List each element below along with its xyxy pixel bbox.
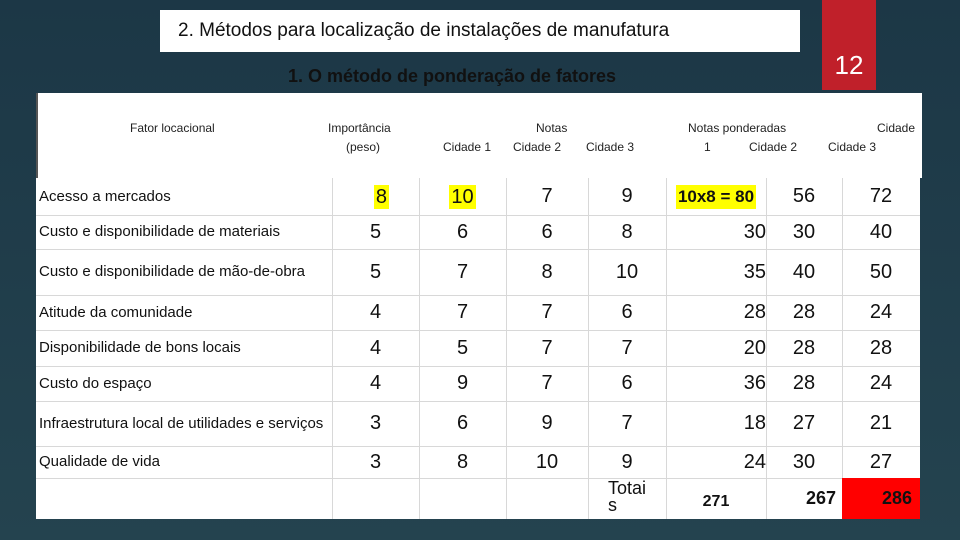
weighted-city3: 27 — [869, 450, 893, 473]
weighted-city2: 56 — [792, 185, 816, 207]
header-factor: Fator locacional — [130, 121, 215, 135]
weighted-city2: 40 — [792, 260, 816, 283]
weight-cell: 4 — [370, 336, 382, 359]
score-city2: 8 — [541, 260, 553, 283]
totals-row — [36, 478, 920, 519]
weighted-city1: 24 — [743, 450, 766, 473]
factor-label: Disponibilidade de bons locais — [39, 339, 241, 356]
weight-cell: 5 — [370, 260, 382, 283]
factor-label: Atitude da comunidade — [39, 303, 193, 321]
score-city2: 7 — [541, 301, 553, 323]
total-city2: 267 — [805, 488, 836, 508]
weighted-city3: 21 — [869, 412, 893, 434]
header-weighted-1: Notas ponderadas — [688, 121, 787, 135]
score-city3: 9 — [621, 450, 633, 473]
weighted-city2: 27 — [792, 412, 816, 434]
weighted-city2: 30 — [792, 450, 816, 473]
weighted-city1: 18 — [743, 412, 766, 434]
score-city2: 7 — [541, 185, 553, 207]
table-header — [36, 93, 922, 178]
score-city2: 9 — [541, 412, 553, 434]
score-city1: 5 — [456, 336, 469, 359]
weighted-city3: 50 — [869, 260, 893, 283]
header-weighted-2b: Cidade 2 — [749, 140, 798, 154]
factor-label: Custo e disponibilidade de materiais — [39, 223, 280, 240]
header-importance-2: (peso) — [346, 140, 381, 154]
weighted-city2: 30 — [792, 220, 816, 243]
score-city2: 7 — [541, 372, 553, 394]
weighted-city3: 40 — [869, 220, 893, 243]
header-city3: Cidade 3 — [586, 140, 635, 154]
score-city3: 6 — [621, 372, 633, 394]
factor-rating-table — [36, 93, 920, 519]
score-city3: 8 — [621, 220, 633, 243]
weighted-city1: 28 — [743, 301, 766, 323]
weighted-city1: 36 — [743, 372, 766, 394]
score-city3: 9 — [621, 185, 633, 207]
table-row — [36, 366, 920, 401]
weight-cell: 5 — [370, 220, 382, 243]
factor-label: Infraestrutura local de utilidades e serviços — [39, 414, 324, 432]
header-notes-2: Cidade 2 — [513, 140, 562, 154]
header-notes-1: Notas — [536, 121, 568, 135]
score-city3: 7 — [621, 336, 633, 359]
weighted-city3: 72 — [869, 185, 893, 207]
score-city3: 6 — [621, 301, 633, 323]
weighted-city1: 30 — [743, 220, 766, 243]
weighted-city2: 28 — [792, 336, 816, 359]
weight-cell: 4 — [370, 372, 382, 394]
slide-subtitle: 1. O método de ponderação de fatores — [288, 66, 617, 86]
slide-title: 2. Métodos para localização de instalações de manufatura — [178, 20, 670, 41]
score-city1: 9 — [456, 372, 469, 394]
score-city1: 7 — [456, 260, 469, 283]
weighted-city1: 35 — [743, 260, 766, 283]
header-city-1: Cidade — [877, 121, 916, 135]
header-city-2: Cidade 3 — [828, 140, 877, 154]
header-city1: Cidade 1 — [443, 140, 492, 154]
weight-cell: 3 — [370, 450, 382, 473]
header-weighted-2a: 1 — [704, 140, 711, 154]
score-city3: 7 — [621, 412, 633, 434]
factor-label: Acesso a mercados — [39, 187, 171, 205]
score-city2: 10 — [535, 450, 559, 473]
table-row — [36, 215, 920, 249]
score-city3: 10 — [615, 260, 639, 283]
header-importance-1: Importância — [328, 121, 391, 135]
weighted-city2: 28 — [792, 372, 816, 394]
total-city1: 271 — [702, 493, 730, 510]
factor-label: Custo do espaço — [39, 374, 152, 392]
factor-label: Qualidade de vida — [39, 453, 160, 470]
table-row — [36, 330, 920, 366]
score-city2: 7 — [541, 336, 553, 359]
totals-label: Totais — [608, 478, 647, 515]
table-row — [36, 295, 920, 330]
table-row — [36, 249, 920, 295]
weighted-city2: 28 — [792, 301, 816, 323]
score-value: 10 — [451, 185, 474, 208]
weighted-city1: 20 — [743, 336, 766, 359]
score-city1: 8 — [456, 450, 469, 473]
table-row — [36, 446, 920, 478]
weighted-city3: 24 — [869, 372, 893, 394]
weighted-city3: 28 — [869, 336, 893, 359]
page-number: 12 — [834, 50, 864, 80]
total-city3: 286 — [842, 478, 920, 519]
score-city1: 7 — [456, 301, 469, 323]
weighted-city1 — [666, 178, 766, 215]
factor-label: Custo e disponibilidade de mão-de-obra — [39, 263, 306, 280]
score-city1: 6 — [456, 220, 469, 243]
weight-value: 8 — [375, 185, 387, 208]
table-body — [36, 178, 920, 519]
weight-cell: 4 — [370, 301, 382, 323]
score-city2: 6 — [541, 220, 553, 243]
weighted-value: 10x8 = 80 — [676, 185, 756, 209]
score-city1: 6 — [456, 412, 469, 434]
page-number-badge — [822, 0, 876, 90]
weight-cell: 3 — [370, 412, 382, 434]
table-row — [36, 178, 920, 215]
score-city1 — [419, 178, 506, 215]
weight-cell — [332, 178, 419, 215]
weighted-city3: 24 — [869, 301, 893, 323]
table-row — [36, 401, 920, 446]
